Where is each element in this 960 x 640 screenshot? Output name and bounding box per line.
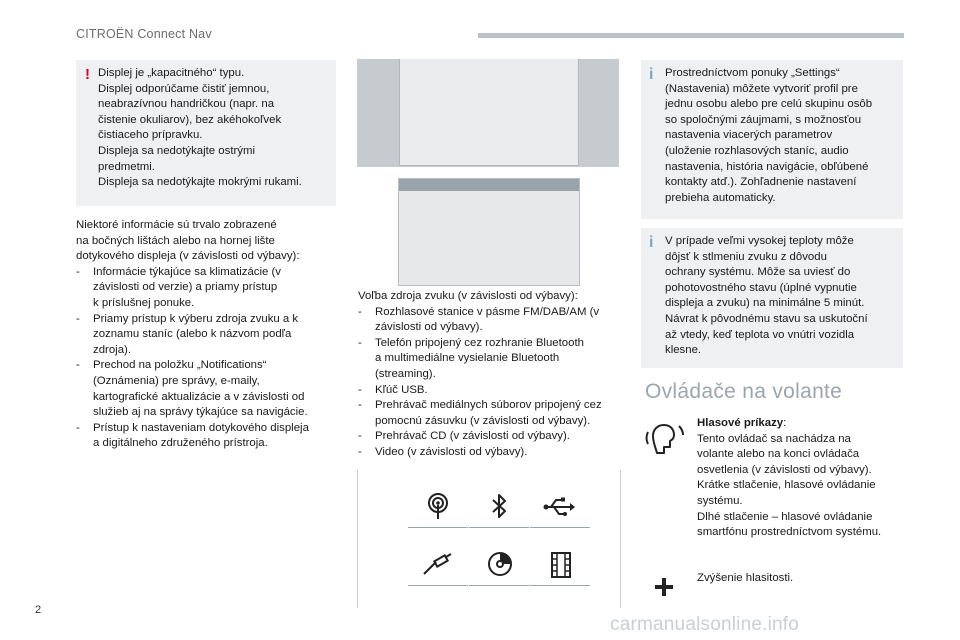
list-item-line: Priamy prístup k výberu zdroja zvuku a k (93, 312, 299, 325)
list-item-line: závislosti od verzie) a priamy prístup (93, 281, 278, 294)
list-item: - Prístup k nastaveniam dotykového displeja a digitálneho združeného prístroja. (76, 421, 338, 452)
info-line: prebieha automaticky. (665, 191, 776, 204)
warning-line: neabrazívnou handričkou (napr. na (98, 98, 275, 111)
list-item-line: pomocnú zásuvku (v závislosti od výbavy). (375, 414, 591, 427)
info-i-icon: i (649, 66, 654, 83)
voice-command-line: Tento ovládač sa nachádza na (697, 432, 851, 445)
list-item-line: závislosti od výbavy). (375, 321, 483, 334)
audio-source-icons (357, 470, 621, 608)
voice-command-line: Dlhé stlačenie – hlasové ovládanie (697, 510, 873, 523)
info-line: ochrany systému. Môže sa uviesť do (665, 266, 851, 279)
info-line: nastavenia viacerých parametrov (665, 129, 833, 142)
list-item: - Prehrávač mediálnych súborov pripojený cez pomocnú zásuvku (v závislosti od výbavy). (358, 398, 628, 429)
list-item: - Priamy prístup k výberu zdroja zvuku a k zoznamu staníc (alebo k názvom podľa zdroja). (76, 312, 338, 359)
list-item-line: zoznamu staníc (alebo k názvom podľa (93, 328, 292, 341)
screen-frame (398, 178, 580, 286)
voice-command-description (697, 416, 907, 541)
warning-line: čistiaceho prípravku. (98, 129, 203, 142)
voice-command-heading (697, 416, 907, 432)
list-item: - Kľúč USB. (358, 383, 628, 399)
screen-frame (399, 59, 579, 166)
info-line: jednu osobu alebo pre celú skupinu osôb (665, 98, 873, 111)
list-item-line: Kľúč USB. (375, 383, 428, 396)
list-item-line: Telefón pripojený cez rozhranie Bluetooth (375, 336, 584, 349)
info-line: pohotovostného stavu (úplné vypnutie (665, 281, 857, 294)
screen-illustration-2 (398, 178, 580, 286)
list-item-line: Video (v závislosti od výbavy). (375, 445, 528, 458)
warning-line: Displej odporúčame čistiť jemnou, (98, 82, 270, 95)
info-note-settings (641, 60, 903, 219)
warning-line: Displeja sa nedotýkajte mokrými rukami. (98, 176, 302, 189)
list-item-line: Prístup k nastaveniam dotykového displeja (93, 421, 309, 434)
list-item-line: Prehrávač CD (v závislosti od výbavy). (375, 430, 570, 443)
warning-note-text (98, 66, 334, 191)
intro-line: Voľba zdroja zvuku (v závislosti od výbavy): (358, 290, 578, 302)
list-item: - Prehrávač CD (v závislosti od výbavy). (358, 429, 628, 445)
video-icon (530, 544, 590, 586)
header-rule (478, 33, 904, 38)
info-line: V prípade veľmi vysokej teploty môže (665, 235, 854, 247)
info-line: so spoločnými záujmami, s možnosťou (665, 113, 862, 126)
info-line: Návrat k pôvodnému stavu sa uskutoční (665, 312, 868, 325)
voice-command-line: smartfónu prostredníctvom systému. (697, 526, 882, 539)
plus-icon (654, 577, 674, 602)
list-item: - Video (v závislosti od výbavy). (358, 445, 628, 461)
list-item-line: služieb aj na správy týkajúce sa navigácie. (93, 406, 308, 419)
list-item-line: (Oznámenia) pre správy, e-maily, (93, 374, 260, 387)
screen-illustration-1 (357, 59, 619, 167)
intro-line: Niektoré informácie sú trvalo zobrazené (76, 219, 277, 231)
page-number: 2 (35, 604, 42, 616)
list-item: - Telefón pripojený cez rozhranie Bluetooth a multimediálne vysielanie Bluetooth (streaming). (358, 336, 628, 383)
info-note-temperature (641, 228, 903, 368)
voice-command-icon (645, 420, 685, 461)
list-item-line: zdroja). (93, 343, 131, 356)
warning-line: čistenie okuliarov), bez akéhokoľvek (98, 113, 282, 126)
intro-line: na bočných lištách alebo na hornej lište (76, 234, 275, 247)
info-line: klesne. (665, 344, 702, 357)
info-note-text (665, 234, 901, 359)
running-header-title: CITROËN Connect Nav (76, 27, 212, 41)
info-line: (uloženie rozhlasových staníc, audio (665, 144, 849, 157)
list-item-line: a digitálneho združeného prístroja. (93, 437, 268, 450)
watermark: carmanualsonline.info (610, 614, 800, 635)
voice-command-line: osvetlenia (v závislosti od výbavy). (697, 463, 872, 476)
info-line: displeja a zvuku) na minimálne 5 minút. (665, 297, 865, 310)
info-line: až vtedy, keď teplota vo vnútri vozidla (665, 328, 855, 341)
info-line: kontakty atď.). Zohľadnenie nastavení (665, 176, 857, 189)
cd-icon (469, 544, 529, 586)
list-item-line: Prehrávač mediálnych súborov pripojený cez (375, 399, 602, 412)
list-item-line: Prechod na položku „Notifications“ (93, 359, 267, 372)
screen-top-bar (399, 179, 579, 191)
list-item: - Informácie týkajúce sa klimatizácie (v závislosti od verzie) a priamy prístup k príslušnej ponuke. (76, 265, 338, 312)
list-item: - Rozhlasové stanice v pásme FM/DAB/AM (v závislosti od výbavy). (358, 305, 628, 336)
info-line: Prostredníctvom ponuky „Settings“ (665, 67, 840, 79)
info-i-icon: i (649, 234, 654, 251)
warning-exclamation-icon: ! (85, 66, 90, 83)
voice-command-title: Hlasové príkazy (697, 417, 784, 429)
voice-command-line: volante alebo na konci ovládača (697, 448, 860, 461)
warning-note (76, 60, 336, 206)
usb-icon (530, 486, 590, 528)
voice-command-line: systému. (697, 494, 743, 507)
info-line: nastavenia, história navigácie, obľúbené (665, 160, 869, 173)
bluetooth-icon (469, 486, 529, 528)
aux-jack-icon (408, 544, 468, 586)
left-body-text (76, 218, 338, 452)
list-item-line: Rozhlasové stanice v pásme FM/DAB/AM (v (375, 305, 600, 318)
volume-up-description: Zvýšenie hlasitosti. (697, 572, 794, 584)
info-line: (Nastavenia) môžete vytvoriť profil pre (665, 82, 858, 95)
voice-command-line: Krátke stlačenie, hlasové ovládanie (697, 479, 876, 492)
warning-line: Displej je „kapacitného“ typu. (98, 67, 245, 79)
warning-line: predmetmi. (98, 160, 155, 173)
list-item-line: Informácie týkajúce sa klimatizácie (v (93, 265, 282, 278)
middle-body-text (358, 289, 628, 461)
section-title: Ovládače na volante (645, 380, 843, 403)
info-note-text (665, 66, 901, 206)
list-item-line: k príslušnej ponuke. (93, 296, 195, 309)
list-item-line: a multimediálne vysielanie Bluetooth (375, 352, 560, 365)
radio-icon (408, 486, 468, 528)
list-item-line: (streaming). (375, 367, 436, 380)
info-line: dôjsť k stlmeniu zvuku z dôvodu (665, 250, 827, 263)
voice-command-colon: : (783, 417, 787, 429)
list-item: - Prechod na položku „Notifications“ (Oznámenia) pre správy, e-maily, kartografické aktualizácie a v závislosti od služieb aj na správy týkajúce sa navigácie. (76, 358, 338, 420)
list-item-line: kartografické aktualizácie a v závislosti od (93, 390, 305, 403)
intro-line: dotykového displeja (v závislosti od výbavy): (76, 250, 300, 263)
warning-line: Displeja sa nedotýkajte ostrými (98, 144, 256, 157)
